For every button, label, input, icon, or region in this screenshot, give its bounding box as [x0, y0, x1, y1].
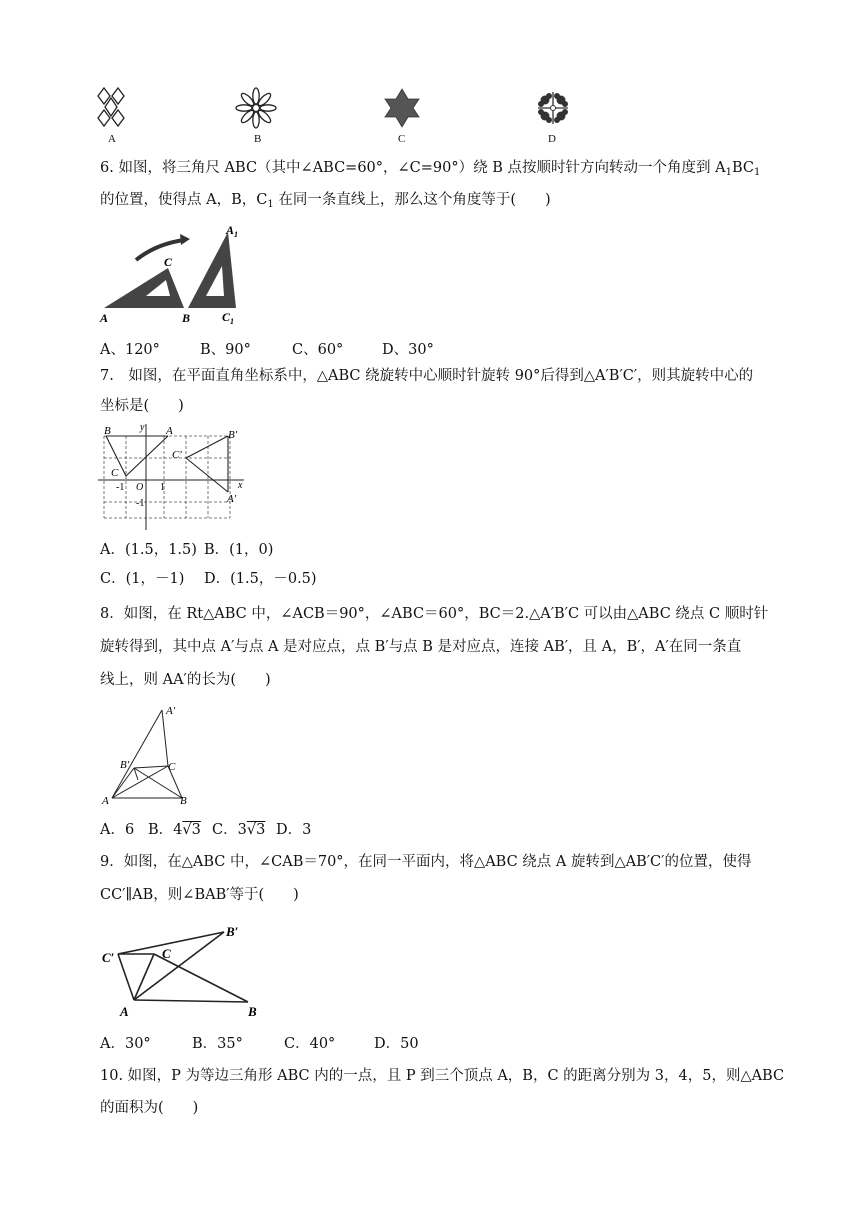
- q10-text-line1: 10. 如图，P 为等边三角形 ABC 内的一点，且 P 到三个顶点 A，B，C 的距离分别为 3，4，5，则△ABC: [100, 1068, 785, 1084]
- q7-label-origin: O: [136, 482, 144, 493]
- q8-text-line3: 线上，则 AA′的长为( ): [100, 672, 271, 688]
- q7-label-y: y: [140, 422, 145, 433]
- q7-option-c[interactable]: C．(1，－1): [100, 571, 185, 587]
- q9-text-line1: 9．如图，在△ABC 中，∠CAB＝70°，在同一平面内，将△ABC 绕点 A 旋转到△AB′C′的位置，使得: [100, 854, 752, 870]
- q8-option-d[interactable]: D．3: [276, 822, 312, 838]
- figure-label-b: B: [254, 133, 262, 145]
- q8-label-bp: B′: [120, 759, 130, 771]
- q6-text-line2: 的位置，使得点 A，B，$C_1$ 在同一条直线上，那么这个角度等于( ): [100, 192, 551, 210]
- q9-label-a: A: [120, 1004, 129, 1019]
- q9-text-line2: CC′∥AB，则∠BAB′等于( ): [100, 887, 299, 903]
- q7-option-d[interactable]: D．(1.5，－0.5): [204, 571, 317, 587]
- q8-option-b[interactable]: B．4√3: [148, 822, 201, 838]
- q7-tick-neg1x: -1: [116, 482, 125, 493]
- q7-option-a[interactable]: A．(1.5，1.5): [100, 542, 197, 558]
- q7-text-line1: 7. 如图，在平面直角坐标系中，△ABC 绕旋转中心顺时针旋转 90°后得到△A′B′C′，则其旋转中心的: [100, 368, 754, 384]
- q9-label-cp: C′: [102, 950, 115, 965]
- q8-triangle-figure: [100, 700, 200, 810]
- q7-text-line2: 坐标是( ): [100, 398, 184, 414]
- q6-triangle-figure: [96, 222, 276, 328]
- q8-label-a: A: [102, 795, 109, 807]
- q6-option-a[interactable]: A、120°: [100, 342, 160, 358]
- diamond-pattern-figure: [96, 86, 128, 130]
- q6-label-b: B: [182, 311, 191, 325]
- q8-label-ap: A′: [166, 705, 176, 717]
- q8-option-c[interactable]: C．3√3: [212, 822, 266, 838]
- q6-label-a: A: [100, 311, 109, 325]
- q9-option-d[interactable]: D．50: [374, 1036, 419, 1052]
- q6-option-b[interactable]: B、90°: [200, 342, 251, 358]
- q9-label-b: B: [248, 1004, 257, 1019]
- q7-tick-neg1y: -1: [136, 498, 145, 509]
- q8-label-b: B: [180, 795, 187, 807]
- q7-grid-figure: [98, 420, 252, 532]
- q8-label-c: C: [168, 761, 176, 773]
- q9-triangle-figure: [98, 918, 268, 1020]
- star-figure: [382, 86, 422, 130]
- q7-label-a: A: [166, 425, 173, 437]
- clover-figure: [530, 86, 576, 130]
- q7-option-b[interactable]: B．(1，0): [204, 542, 274, 558]
- q9-label-bp: B′: [226, 924, 239, 939]
- q8-text-line1: 8．如图，在 Rt△ABC 中，∠ACB＝90°，∠ABC＝60°，BC＝2.△A′B′C 可以由△ABC 绕点 C 顺时针: [100, 606, 769, 622]
- q6-option-c[interactable]: C、60°: [292, 342, 344, 358]
- q7-label-c: C: [111, 467, 119, 479]
- q6-option-d[interactable]: D、30°: [382, 342, 434, 358]
- figure-label-c: C: [398, 133, 406, 145]
- q7-label-bp: B′: [228, 429, 238, 441]
- q7-label-ap: A′: [227, 493, 237, 505]
- q9-option-c[interactable]: C．40°: [284, 1036, 336, 1052]
- q9-option-b[interactable]: B．35°: [192, 1036, 243, 1052]
- figure-label-d: D: [548, 133, 556, 145]
- q10-text-line2: 的面积为( ): [100, 1100, 199, 1116]
- q6-label-c: C: [164, 255, 173, 269]
- q9-label-c: C: [162, 946, 171, 961]
- figure-label-a: A: [108, 133, 116, 145]
- q9-option-a[interactable]: A．30°: [100, 1036, 151, 1052]
- q7-label-cp: C′: [172, 449, 182, 461]
- q7-tick-1x: 1: [160, 482, 165, 493]
- flower-figure: [234, 86, 278, 130]
- q7-label-b: B: [104, 425, 111, 437]
- q6-label-c1: $C_1$: [222, 310, 235, 326]
- q6-label-a1: $A_1$: [226, 223, 239, 239]
- q6-text-line1: 6. 如图，将三角尺 ABC（其中∠ABC=60°，∠C=90°）绕 B 点按顺时针方向转动一个角度到 $A_1BC_1$: [100, 160, 761, 178]
- q8-option-a[interactable]: A．6: [100, 822, 135, 838]
- q8-text-line2: 旋转得到，其中点 A′与点 A 是对应点，点 B′与点 B 是对应点，连接 AB′，且 A，B′，A′在同一条直: [100, 639, 742, 655]
- q7-label-x: x: [238, 480, 243, 491]
